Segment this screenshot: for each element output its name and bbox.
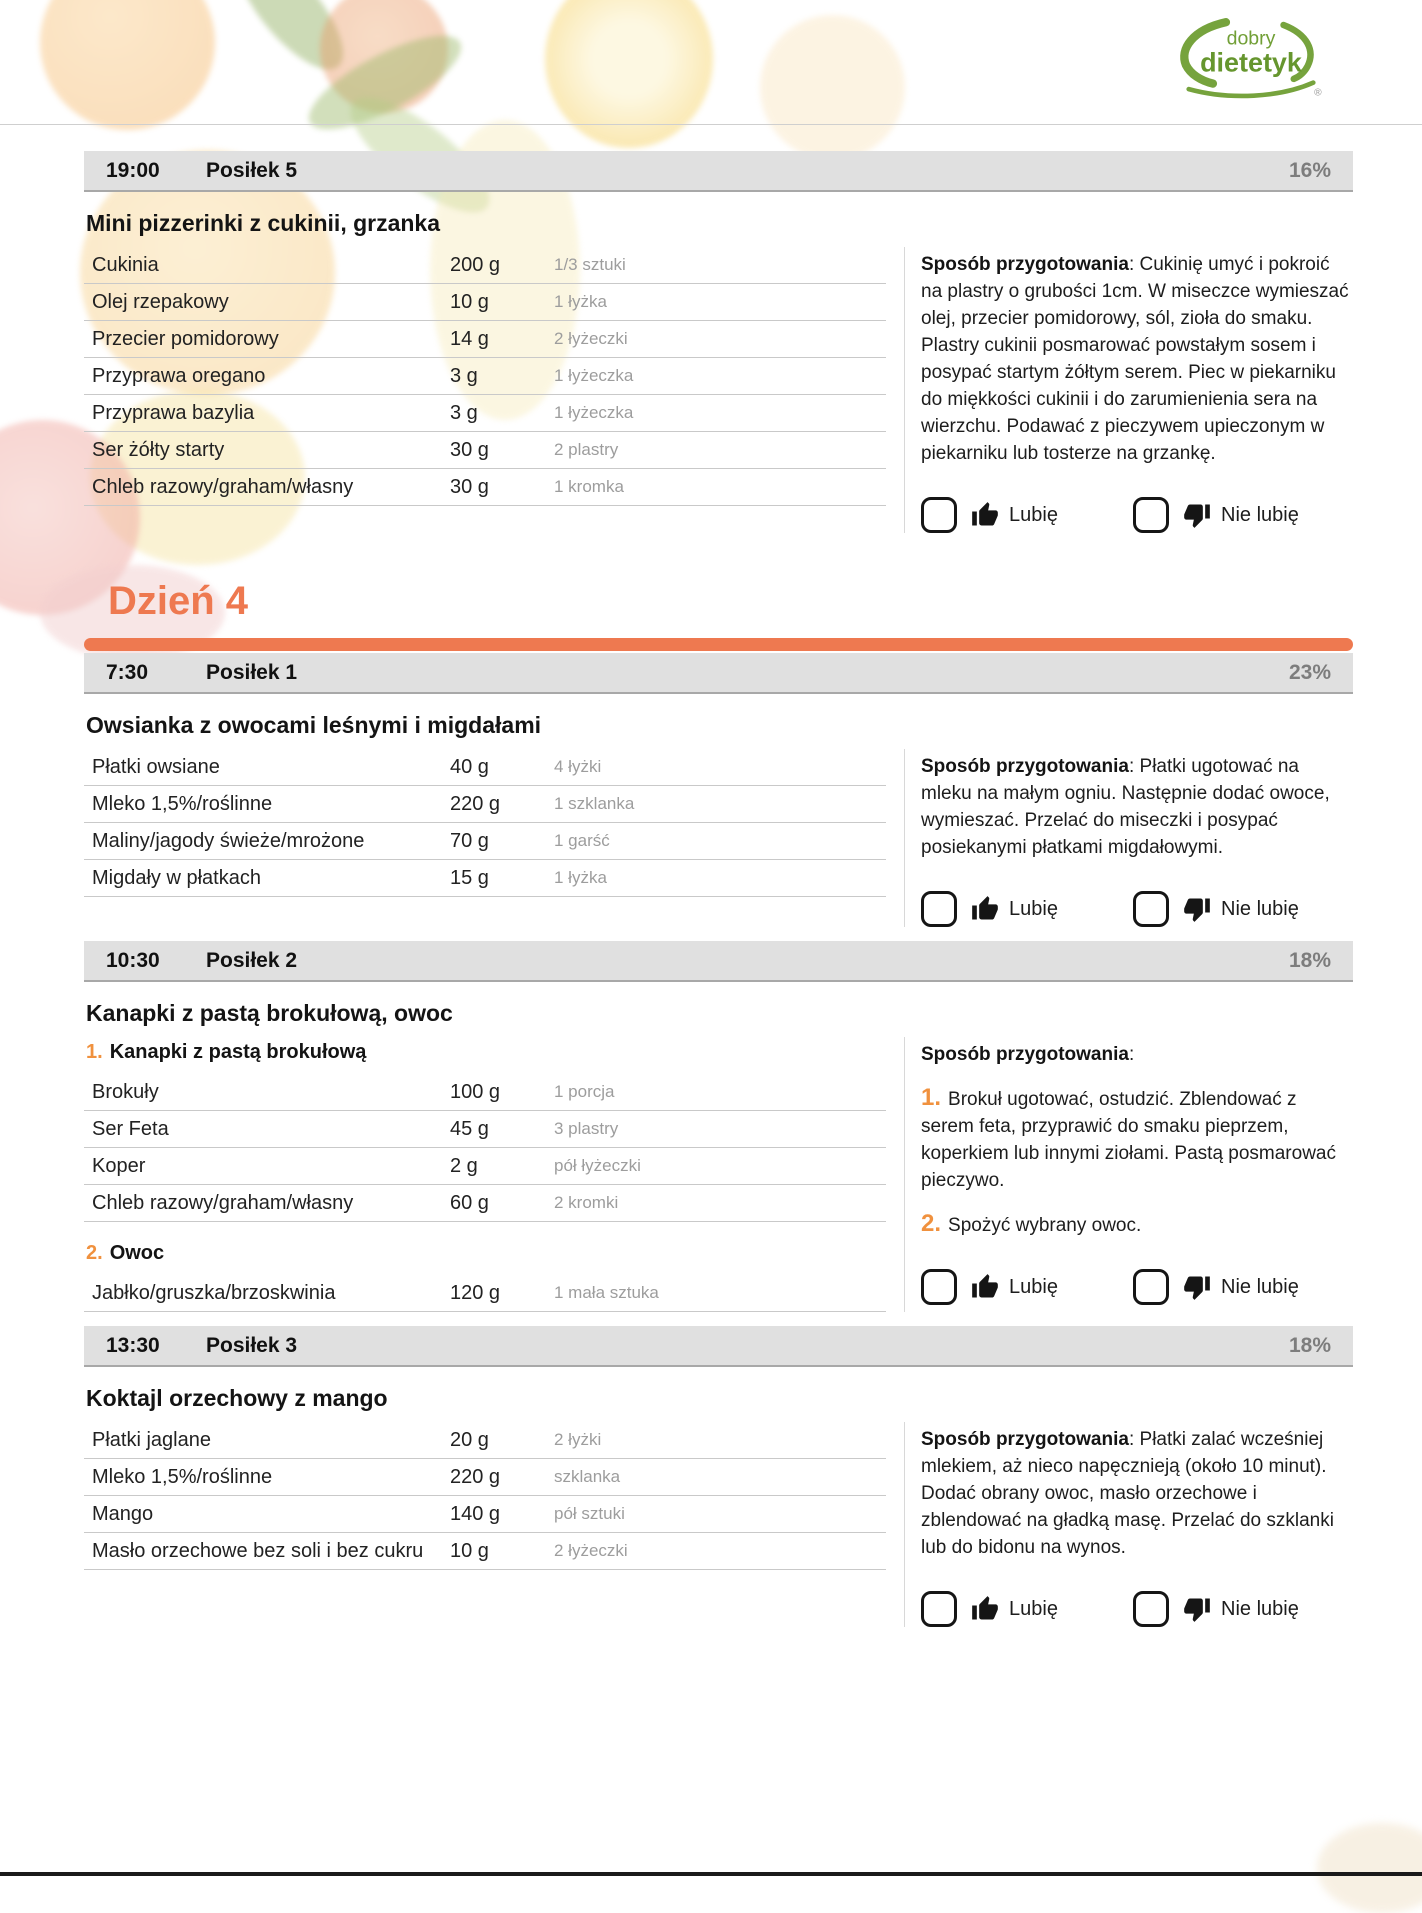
ingredient-row <box>84 469 886 506</box>
like-option[interactable] <box>921 891 1133 927</box>
dislike-option[interactable] <box>1133 891 1345 927</box>
ingredient-name: Ser żółty starty <box>92 439 225 461</box>
ingredient-amount: 40 g <box>450 755 489 778</box>
ingredient-row <box>84 247 886 284</box>
ingredient-measure: 2 łyżeczki <box>554 1541 628 1560</box>
ingredient-row <box>84 284 886 321</box>
thumb-down-icon <box>1183 895 1211 923</box>
ingredient-row <box>84 395 886 432</box>
ingredient-row <box>84 860 886 897</box>
meal-time: 7:30 <box>106 660 149 684</box>
preparation-text: Sposób przygotowania: Płatki zalać wcześniej mlekiem, aż nieco napęcznieją (około 10 minut). Dodać obrany owoc, masło orzechowe i zblendować na gładką masę. Przelać do szklanki lub do bidonu na wynos. <box>921 1429 1334 1558</box>
ingredient-measure: 1 mała sztuka <box>554 1283 659 1302</box>
like-checkbox[interactable] <box>921 891 957 927</box>
day-heading: Dzień 4 <box>108 579 249 623</box>
recipe-title: Kanapki z pastą brokułową, owoc <box>86 1000 453 1026</box>
ingredient-name: Cukinia <box>92 254 159 276</box>
like-checkbox[interactable] <box>921 1269 957 1305</box>
ingredient-amount: 30 g <box>450 475 489 498</box>
like-label: Lubię <box>1009 1597 1058 1620</box>
meal-time: 13:30 <box>106 1333 160 1357</box>
ingredients-table <box>84 1037 904 1312</box>
ingredient-name: Przyprawa oregano <box>92 365 266 387</box>
dislike-checkbox[interactable] <box>1133 497 1169 533</box>
ingredient-measure: 2 łyżki <box>554 1430 602 1449</box>
page-bottom-rule <box>0 1872 1422 1876</box>
step-number: 1. <box>921 1084 942 1111</box>
dislike-option[interactable] <box>1133 1591 1345 1627</box>
ingredient-name: Brokuły <box>92 1081 159 1103</box>
recipe-subsection-heading: 1. Kanapki z pastą brokułową <box>86 1041 367 1063</box>
ingredient-measure: 1 łyżeczka <box>554 403 634 422</box>
ingredient-row <box>84 432 886 469</box>
ingredient-name: Płatki jaglane <box>92 1429 211 1451</box>
ingredient-row <box>84 1422 886 1459</box>
preparation-panel <box>904 749 1353 927</box>
ingredient-amount: 15 g <box>450 866 489 889</box>
ingredient-measure: 1/3 sztuki <box>554 255 626 274</box>
ingredient-amount: 20 g <box>450 1428 489 1451</box>
ingredient-amount: 30 g <box>450 438 489 461</box>
preparation-label: Sposób przygotowania <box>921 254 1129 275</box>
dislike-checkbox[interactable] <box>1133 1269 1169 1305</box>
ingredient-name: Ser Feta <box>92 1118 169 1140</box>
ingredient-name: Olej rzepakowy <box>92 291 229 313</box>
ingredient-name: Chleb razowy/graham/własny <box>92 1192 354 1214</box>
thumb-up-icon <box>971 895 999 923</box>
ingredient-name: Mango <box>92 1503 154 1525</box>
like-option[interactable] <box>921 1591 1133 1627</box>
logo-text-bottom: dietetyk <box>1200 47 1302 78</box>
like-option[interactable] <box>921 497 1133 533</box>
ingredient-name: Jabłko/gruszka/brzoskwinia <box>92 1282 336 1304</box>
preparation-panel <box>904 247 1353 533</box>
ingredient-row <box>84 1148 886 1185</box>
step-number: 2. <box>921 1210 942 1237</box>
preparation-text: Sposób przygotowania: Cukinię umyć i pokroić na plastry o grubości 1cm. W miseczce wymieszać olej, przecier pomidorowy, sól, zioła do smaku. Plastry cukinii posmarować powstałym sosem i posypać startym żółtym serem. Piec w piekarniku do miękkości cukinii i do zarumienienia sera na wierzchu. Podawać z pieczywem upieczonym w piekarniku lub tosterze na grzankę. <box>921 254 1349 464</box>
meal-time: 10:30 <box>106 948 160 972</box>
dislike-checkbox[interactable] <box>1133 1591 1169 1627</box>
preparation-text: Sposób przygotowania: Płatki ugotować na mleku na małym ogniu. Następnie dodać owoce, wymieszać. Przelać do miseczki i posypać posiekanymi płatkami migdałowymi. <box>921 756 1330 858</box>
ingredient-measure: pół łyżeczki <box>554 1156 641 1175</box>
ingredient-name: Masło orzechowe bez soli i bez cukru <box>92 1540 424 1562</box>
ingredient-measure: 2 kromki <box>554 1193 619 1212</box>
ingredient-measure: 1 porcja <box>554 1082 615 1101</box>
dislike-label: Nie lubię <box>1221 897 1299 920</box>
ingredient-measure: 1 łyżka <box>554 868 607 887</box>
dislike-label: Nie lubię <box>1221 503 1299 526</box>
ingredient-amount: 100 g <box>450 1080 501 1103</box>
ingredient-name: Przyprawa bazylia <box>92 402 255 424</box>
like-dislike-row <box>921 1591 1353 1627</box>
meal-time: 19:00 <box>106 158 160 182</box>
preparation-label: Sposób przygotowania <box>921 1429 1129 1450</box>
ingredient-row <box>84 823 886 860</box>
like-dislike-row <box>921 891 1353 927</box>
like-label: Lubię <box>1009 897 1058 920</box>
ingredient-amount: 140 g <box>450 1502 501 1525</box>
meal-plan-content <box>84 125 1353 1627</box>
thumb-down-icon <box>1183 501 1211 529</box>
meal-name: Posiłek 1 <box>206 660 298 684</box>
ingredient-name: Koper <box>92 1155 146 1177</box>
meal-header-bar <box>84 653 1353 694</box>
ingredients-table <box>84 749 904 927</box>
ingredient-row <box>84 1074 886 1111</box>
meal-section-posilek-3 <box>84 1326 1353 1627</box>
ingredient-row <box>84 1111 886 1148</box>
preparation-panel <box>904 1037 1353 1312</box>
thumb-up-icon <box>971 1595 999 1623</box>
meal-section-posilek-1 <box>84 653 1353 927</box>
thumb-up-icon <box>971 501 999 529</box>
ingredient-name: Przecier pomidorowy <box>92 328 279 350</box>
ingredient-row <box>84 1185 886 1222</box>
ingredient-measure: pół sztuki <box>554 1504 625 1523</box>
ingredient-row <box>84 321 886 358</box>
ingredient-amount: 10 g <box>450 290 489 313</box>
meal-energy-percent: 18% <box>1288 1333 1331 1357</box>
ingredient-amount: 3 g <box>450 364 478 387</box>
registered-mark: ® <box>1314 87 1322 99</box>
ingredient-measure: 1 łyżeczka <box>554 366 634 385</box>
thumb-up-icon <box>971 1273 999 1301</box>
ingredients-table <box>84 1422 904 1627</box>
meal-energy-percent: 23% <box>1288 660 1331 684</box>
ingredient-amount: 70 g <box>450 829 489 852</box>
preparation-step: 1. Brokuł ugotować, ostudzić. Zblendować z serem feta, przyprawić do smaku pieprzem, koperkiem lub innymi ziołami. Pastą posmarować pieczywo. <box>921 1084 1336 1191</box>
like-label: Lubię <box>1009 503 1058 526</box>
meal-energy-percent: 16% <box>1288 158 1331 182</box>
ingredient-row <box>84 358 886 395</box>
ingredient-measure: 2 plastry <box>554 440 619 459</box>
ingredient-name: Chleb razowy/graham/własny <box>92 476 354 498</box>
ingredient-row <box>84 1275 886 1312</box>
meal-name: Posiłek 5 <box>206 158 298 182</box>
recipe-subsection-heading: 2. Owoc <box>86 1242 165 1264</box>
subsection-number: 2. <box>86 1242 103 1264</box>
meal-header-bar <box>84 941 1353 982</box>
meal-name: Posiłek 2 <box>206 948 298 972</box>
logo-swoosh-icon <box>1172 10 1330 106</box>
ingredient-amount: 60 g <box>450 1191 489 1214</box>
recipe-title: Mini pizzerinki z cukinii, grzanka <box>86 210 441 236</box>
logo-text-top: dobry <box>1226 27 1276 50</box>
ingredient-measure: 1 kromka <box>554 477 624 496</box>
like-label: Lubię <box>1009 1275 1058 1298</box>
preparation-label: Sposób przygotowania <box>921 756 1129 777</box>
like-option[interactable] <box>921 1269 1133 1305</box>
ingredient-measure: szklanka <box>554 1467 621 1486</box>
ingredient-name: Mleko 1,5%/roślinne <box>92 1466 273 1488</box>
thumb-down-icon <box>1183 1595 1211 1623</box>
ingredient-row <box>84 1496 886 1533</box>
dislike-option[interactable] <box>1133 1269 1345 1305</box>
ingredient-name: Migdały w płatkach <box>92 867 261 889</box>
dislike-option[interactable] <box>1133 497 1345 533</box>
ingredient-amount: 2 g <box>450 1154 478 1177</box>
ingredient-measure: 1 łyżka <box>554 292 607 311</box>
ingredient-row <box>84 1459 886 1496</box>
ingredient-row <box>84 1533 886 1570</box>
ingredient-amount: 220 g <box>450 1465 501 1488</box>
ingredient-amount: 45 g <box>450 1117 489 1140</box>
recipe-title: Owsianka z owocami leśnymi i migdałami <box>86 712 542 738</box>
meal-header-bar <box>84 151 1353 192</box>
ingredient-measure: 2 łyżeczki <box>554 329 628 348</box>
dislike-checkbox[interactable] <box>1133 891 1169 927</box>
ingredient-measure: 4 łyżki <box>554 757 602 776</box>
meal-header-bar <box>84 1326 1353 1367</box>
like-checkbox[interactable] <box>921 497 957 533</box>
recipe-title: Koktajl orzechowy z mango <box>86 1385 388 1411</box>
ingredients-table <box>84 247 904 533</box>
thumb-down-icon <box>1183 1273 1211 1301</box>
ingredient-name: Płatki owsiane <box>92 756 220 778</box>
dislike-label: Nie lubię <box>1221 1597 1299 1620</box>
ingredient-measure: 1 szklanka <box>554 794 635 813</box>
meal-section-posilek-2 <box>84 941 1353 1312</box>
preparation-step: 2. Spożyć wybrany owoc. <box>921 1210 1142 1237</box>
ingredient-amount: 200 g <box>450 253 501 276</box>
subsection-number: 1. <box>86 1041 103 1063</box>
background-blob <box>1317 1823 1422 1913</box>
day-divider-bar <box>84 638 1353 651</box>
page-header <box>0 0 1422 125</box>
ingredient-amount: 220 g <box>450 792 501 815</box>
ingredient-amount: 120 g <box>450 1281 501 1304</box>
ingredient-row <box>84 749 886 786</box>
preparation-panel <box>904 1422 1353 1627</box>
ingredient-name: Mleko 1,5%/roślinne <box>92 793 273 815</box>
dislike-label: Nie lubię <box>1221 1275 1299 1298</box>
meal-section-posilek-5 <box>84 151 1353 533</box>
preparation-text: Sposób przygotowania: <box>921 1044 1135 1065</box>
dobry-dietetyk-logo <box>1172 10 1330 106</box>
ingredient-amount: 3 g <box>450 401 478 424</box>
like-dislike-row <box>921 1269 1353 1305</box>
meal-energy-percent: 18% <box>1288 948 1331 972</box>
meal-name: Posiłek 3 <box>206 1333 298 1357</box>
ingredient-row <box>84 786 886 823</box>
preparation-label: Sposób przygotowania <box>921 1044 1129 1065</box>
ingredient-measure: 3 plastry <box>554 1119 619 1138</box>
like-dislike-row <box>921 497 1353 533</box>
ingredient-amount: 14 g <box>450 327 489 350</box>
ingredient-amount: 10 g <box>450 1539 489 1562</box>
like-checkbox[interactable] <box>921 1591 957 1627</box>
ingredient-measure: 1 garść <box>554 831 610 850</box>
ingredient-name: Maliny/jagody świeże/mrożone <box>92 830 365 852</box>
